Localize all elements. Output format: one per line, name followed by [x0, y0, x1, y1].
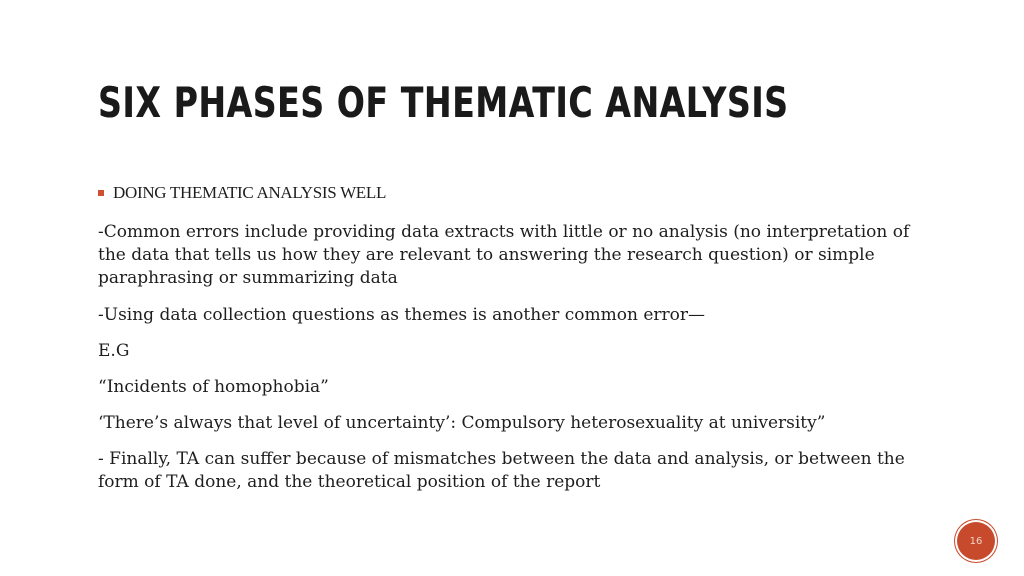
page-number-badge	[957, 522, 995, 560]
paragraph-example-2: ‘There’s always that level of uncertainty’: Compulsory heterosexuality at university”	[98, 413, 826, 433]
bullet-item	[98, 183, 386, 203]
paragraph-data-collection: -Using data collection questions as themes is another common error—	[98, 305, 706, 325]
bullet-text: DOING THEMATIC ANALYSIS WELL	[113, 183, 387, 202]
paragraph-example-1: “Incidents of homophobia”	[98, 377, 329, 397]
paragraph-mismatches: - Finally, TA can suffer because of mismatches between the data and analysis, or between the form of TA done, and the theoretical position of the report	[98, 449, 905, 492]
paragraph-example-label: E.G	[98, 341, 130, 361]
bullet-square-icon	[98, 190, 104, 196]
slide-title: SIX PHASES OF THEMATIC ANALYSIS	[98, 78, 789, 127]
paragraph-common-errors: -Common errors include providing data extracts with little or no analysis (no interpretation of the data that tells us how they are relevant to answering the research question) or simple paraphrasing or summarizing data	[98, 222, 910, 288]
page-number: 16	[969, 535, 983, 547]
